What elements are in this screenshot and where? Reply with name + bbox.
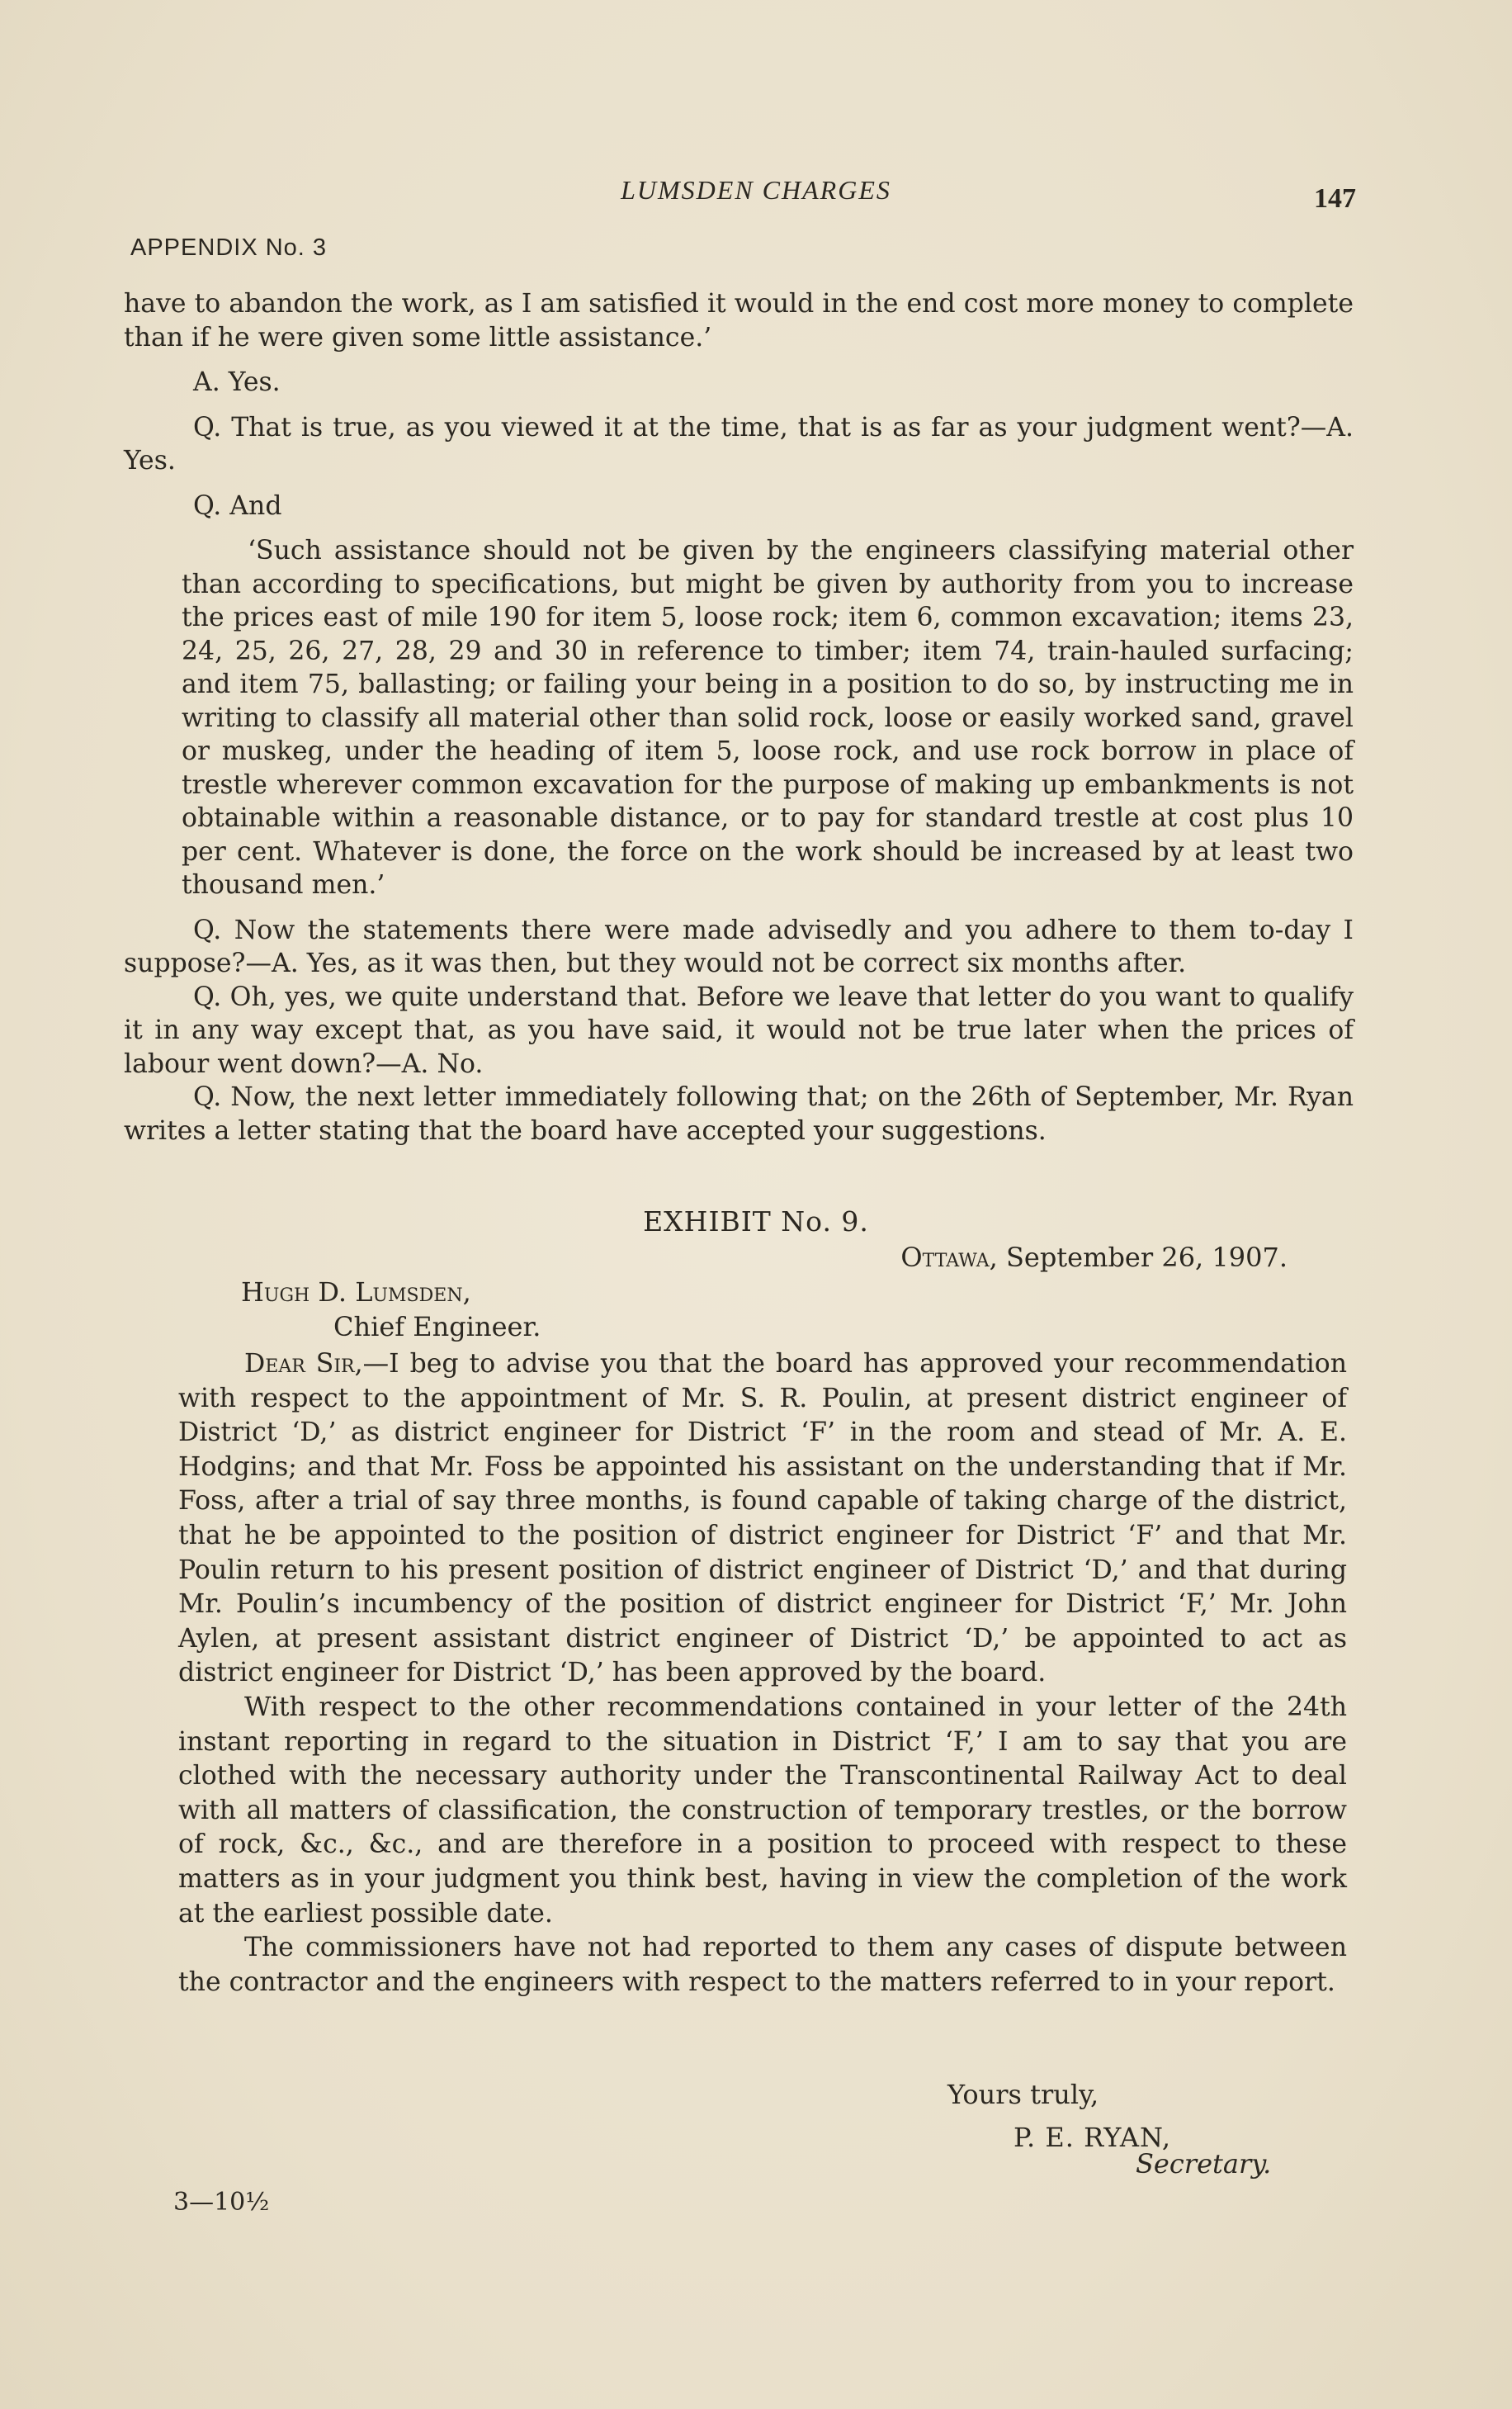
appendix-label: APPENDIX No. 3 xyxy=(130,234,328,261)
dateline-place: Ottawa, xyxy=(900,1242,998,1273)
letter-paragraph-text: —I beg to advise you that the board has approved your recommendation with respect to the appointment of Mr. S. R. Poulin, at present district engineer of District ‘D,’ as district engineer for District ‘F’ in the room and stead of Mr. A. E. Hodgins; and that Mr. Foss be appointed his assistant on the understanding that if Mr. Foss, after a trial of say three months, is found capable of taking charge of the district, that he be appointed to the position of district engineer for District ‘F’ and that Mr. Poulin return to his present position of district engineer of District ‘D,’ and that during Mr. Poulin’s incumbency of the position of district engineer for District ‘F,’ Mr. John Aylen, at present assistant district engineer of District ‘D,’ be appointed to act as district engineer for District ‘D,’ has been approved by the board. xyxy=(178,1349,1347,1688)
paragraph: A. Yes. xyxy=(193,367,281,397)
letter-paragraph: With respect to the other recommendations contained in your letter of the 24th instant reporting in regard to the situation in District ‘F,’ I am to say that you are clothed with the necessary authority under the Transcontinental Railway Act to deal with all matters of classification, the construction of temporary trestles, or the borrow of rock, &c., &c., and are therefore in a position to proceed with respect to these matters as in your judgment you think best, having in view the completion of the work at the earliest possible date. xyxy=(178,1692,1347,1929)
paragraph: Q. Oh, yes, we quite understand that. Before we leave that letter do you want to qualify it in any way except that, as you have said, it would not be true later when the prices of labour went down?—A. No. xyxy=(124,982,1354,1079)
signer-title: Secretary. xyxy=(1136,2148,1272,2179)
addressee-title: Chief Engineer. xyxy=(333,1311,541,1342)
letter-body xyxy=(178,1347,1347,2000)
testimony-text xyxy=(124,287,1354,1148)
running-head: LUMSDEN CHARGES xyxy=(621,175,891,205)
paragraph: Q. Now the statements there were made advisedly and you adhere to them to-day I suppose?—A. Yes, as it was then, but they would not be correct six months after. xyxy=(124,915,1354,978)
paragraph: Q. Now, the next letter immediately following that; on the 26th of September, Mr. Ryan writes a letter stating that the board have accepted your suggestions. xyxy=(124,1082,1354,1146)
letter-paragraph: The commissioners have not had reported to them any cases of dispute between the contractor and the engineers with respect to the matters referred to in your report. xyxy=(178,1933,1347,1997)
quoted-letter: ‘Such assistance should not be given by the engineers classifying material other than according to specifications, but might be given by authority from you to increase the prices east of mile 190 for item 5, loose rock; item 6, common excavation; items 23, 24, 25, 26, 27, 28, 29 and 30 in reference to timber; item 74, train-hauled surfacing; and item 75, ballasting; or failing your being in a position to do so, by instructing me in writing to classify all material other than solid rock, loose or easily worked sand, gravel or muskeg, under the heading of item 5, loose rock, and use rock borrow in place of trestle wherever common excavation for the purpose of making up embankments is not obtainable within a reasonable distance, or to pay for standard trestle at cost plus 10 per cent. Whatever is done, the force on the work should be increased by at least two thousand men.’ xyxy=(182,536,1354,900)
dateline xyxy=(900,1242,1288,1273)
salutation: Dear Sir, xyxy=(244,1349,363,1379)
paragraph: Q. And xyxy=(193,490,282,521)
page-number: 147 xyxy=(1314,183,1356,214)
paragraph: Q. That is true, as you viewed it at the time, that is as far as your judgment went?—A. Yes. xyxy=(124,412,1354,476)
letter-paragraph xyxy=(178,1347,1347,1691)
signer-name: P. E. RYAN, xyxy=(1014,2122,1172,2153)
exhibit-title: EXHIBIT No. 9. xyxy=(643,1205,869,1238)
addressee-name: Hugh D. Lumsden, xyxy=(241,1276,471,1308)
paragraph: have to abandon the work, as I am satisfied it would in the end cost more money to complete than if he were given some little assistance.’ xyxy=(124,289,1354,353)
dateline-date: September 26, 1907. xyxy=(1005,1242,1288,1273)
addressee xyxy=(241,1275,541,1344)
signature-mark: 3—10½ xyxy=(173,2188,270,2217)
closing-phrase: Yours truly, xyxy=(947,2079,1099,2110)
